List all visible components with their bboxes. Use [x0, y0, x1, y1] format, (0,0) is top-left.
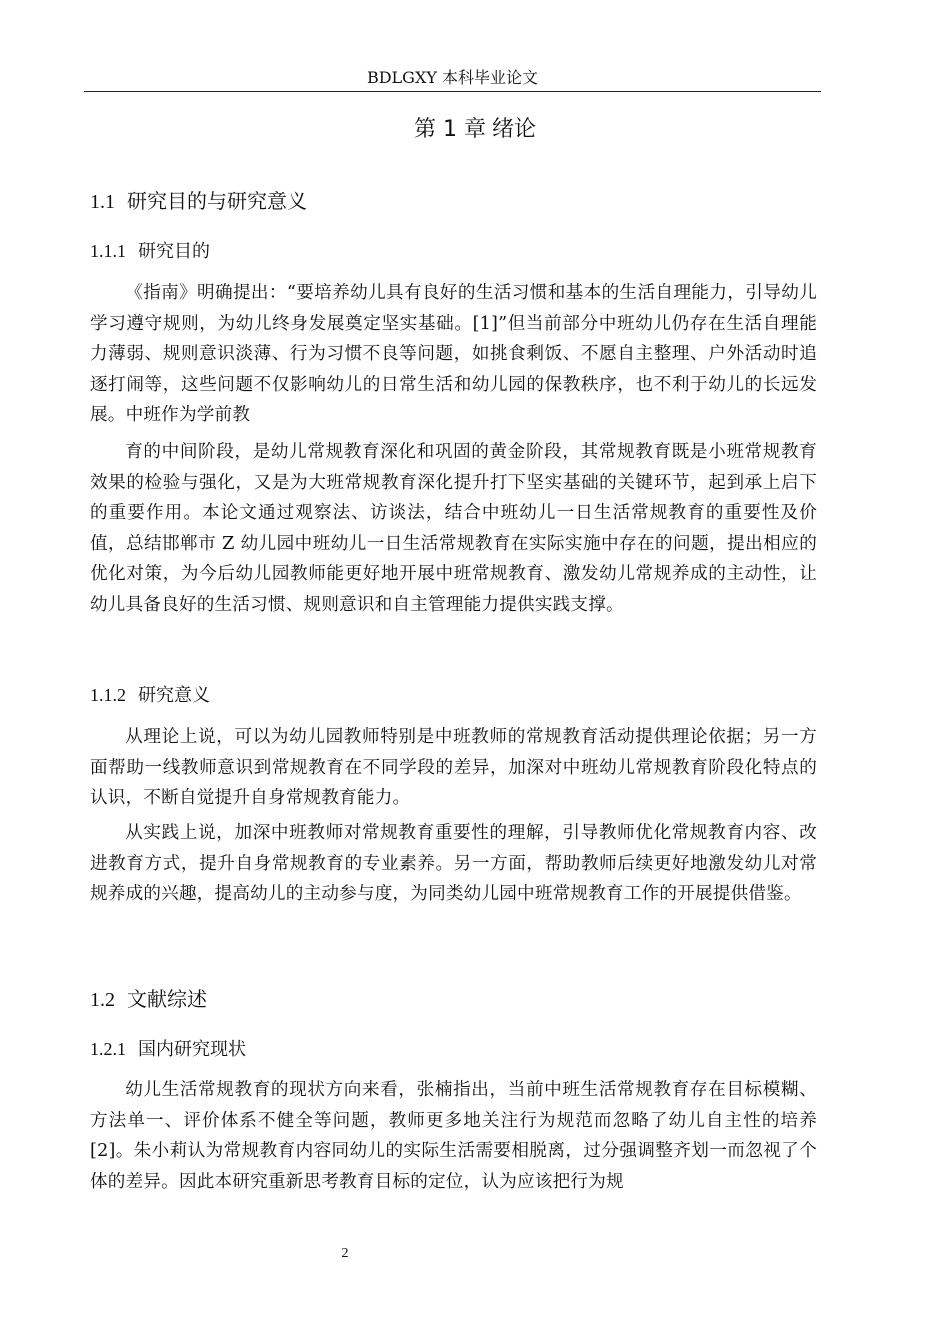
subsection-heading-1-1-1	[90, 238, 210, 265]
chapter-number: 第 1 章	[414, 117, 486, 142]
page-number: 2	[341, 1246, 349, 1261]
body-paragraph: 幼儿生活常规教育的现状方向来看，张楠指出，当前中班生活常规教育存在目标模糊、方法单一、评价体系不健全等问题，教师更多地关注行为规范而忽略了幼儿自主性的培养[2]。朱小莉认为常规教育内容同幼儿的实际生活需要相脱离，过分强调整齐划一而忽视了个体的差异。因此本研究重新思考教育目标的定位，认为应该把行为规	[90, 1080, 817, 1192]
section-number: 1.1	[90, 191, 115, 213]
section-title: 研究目的与研究意义	[127, 189, 307, 213]
section-heading-1-2	[90, 985, 207, 1014]
header-rule	[84, 91, 821, 92]
subsection-number: 1.1.2	[90, 685, 126, 705]
subsection-title: 研究目的	[138, 241, 210, 262]
subsection-number: 1.2.1	[90, 1039, 126, 1059]
body-paragraph: 《指南》明确提出：“要培养幼儿具有良好的生活习惯和基本的生活自理能力，引导幼儿学习遵守规则，为幼儿终身发展奠定坚实基础。[1]”但当前部分中班幼儿仍存在生活自理能力薄弱、规则意识淡薄、行为习惯不良等问题，如挑食剩饭、不愿自主整理、户外活动时追逐打闹等，这些问题不仅影响幼儿的日常生活和幼儿园的保教秩序，也不利于幼儿的长远发展。中班作为学前教	[90, 283, 817, 425]
subsection-title: 研究意义	[138, 685, 210, 706]
chapter-title	[0, 115, 950, 145]
subsection-heading-1-2-1	[90, 1036, 246, 1063]
section-heading-1-1	[90, 187, 307, 216]
running-header: BDLGXY 本科毕业论文	[366, 68, 539, 87]
body-paragraph: 从实践上说，加深中班教师对常规教育重要性的理解，引导教师优化常规教育内容、改进教育方式，提升自身常规教育的专业素养。另一方面，帮助教师后续更好地激发幼儿对常规养成的兴趣，提高幼儿的主动参与度，为同类幼儿园中班常规教育工作的开展提供借鉴。	[90, 823, 817, 904]
section-title: 文献综述	[127, 987, 207, 1011]
subsection-heading-1-1-2	[90, 682, 210, 709]
body-paragraph: 从理论上说，可以为幼儿园教师特别是中班教师的常规教育活动提供理论依据；另一方面帮助一线教师意识到常规教育在不同学段的差异，加深对中班幼儿常规教育阶段化特点的认识，不断自觉提升自身常规教育能力。	[90, 727, 817, 808]
subsection-number: 1.1.1	[90, 241, 126, 261]
body-paragraph: 育的中间阶段，是幼儿常规教育深化和巩固的黄金阶段，其常规教育既是小班常规教育效果的检验与强化，又是为大班常规教育深化提升打下坚实基础的关键环节，起到承上启下的重要作用。本论文通过观察法、访谈法，结合中班幼儿一日生活常规教育的重要性及价值，总结邯郸市 Z 幼儿园中班幼儿一日生活常规教育在实际实施中存在的问题，提出相应的优化对策，为今后幼儿园教师能更好地开展中班常规教育、激发幼儿常规养成的主动性，让幼儿具备良好的生活习惯、规则意识和自主管理能力提供实践支撑。	[90, 442, 817, 615]
subsection-title: 国内研究现状	[138, 1039, 246, 1060]
section-number: 1.2	[90, 989, 115, 1011]
chapter-name: 绪论	[491, 117, 536, 142]
